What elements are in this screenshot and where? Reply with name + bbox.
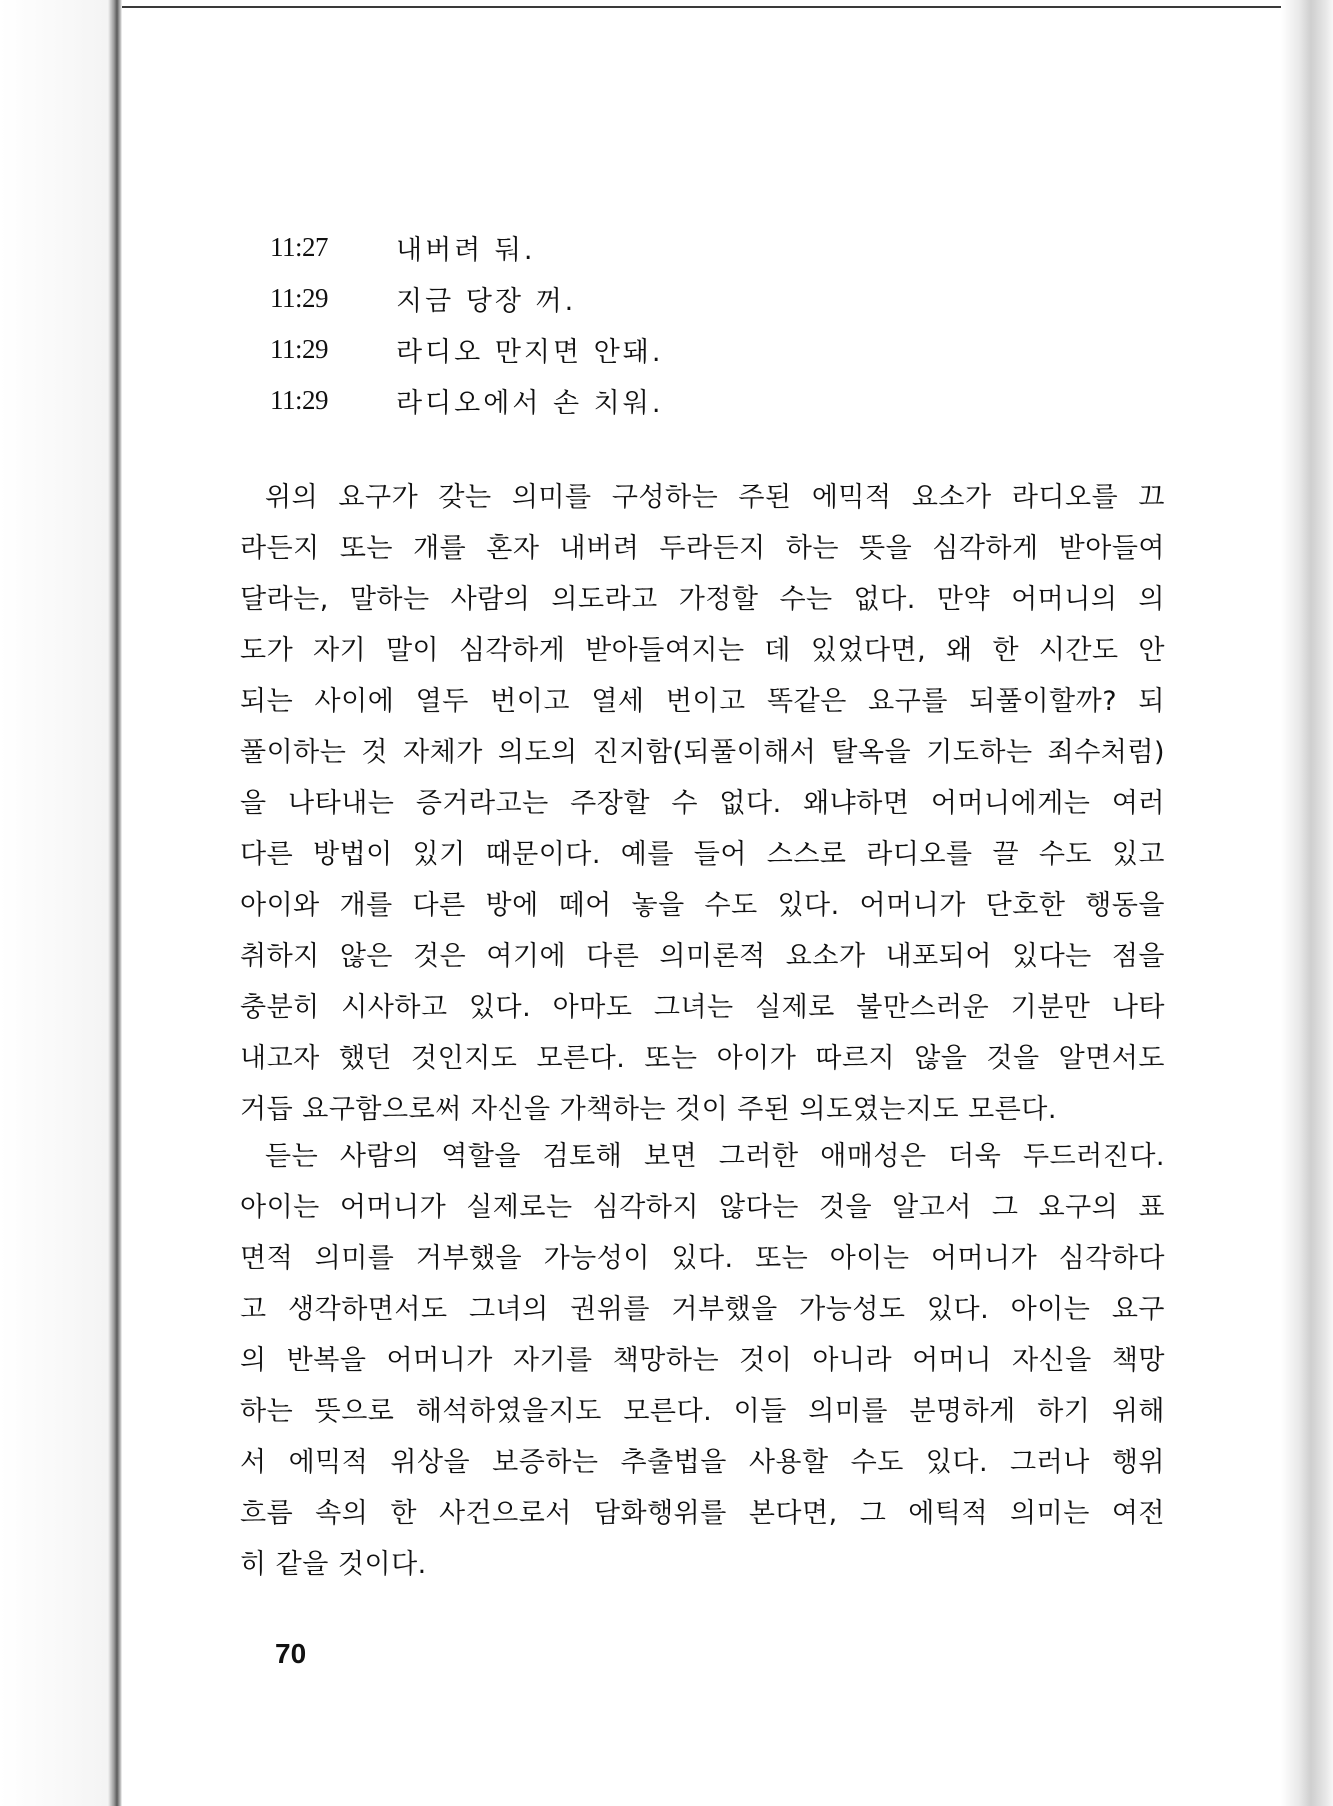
dialogue-line (270, 324, 970, 375)
paragraph-2 (240, 1131, 1165, 1590)
dialogue-time: 11:29 (270, 283, 328, 313)
paragraph-line: 되는 사이에 열두 번이고 열세 번이고 똑같은 요구를 되풀이할까? 되 (240, 686, 1165, 717)
dialogue-block (270, 222, 970, 426)
paragraph-line: 고 생각하면서도 그녀의 권위를 거부했을 가능성도 있다. 아이는 요구 (240, 1294, 1165, 1325)
paragraph-line: 풀이하는 것 자체가 의도의 진지함(되풀이해서 탈옥을 기도하는 죄수처럼) (240, 737, 1165, 768)
dialogue-time: 11:27 (270, 232, 328, 262)
paragraph-1 (240, 472, 1165, 1135)
paragraph-line: 거듭 요구함으로써 자신을 가책하는 것이 주된 의도였는지도 모른다. (240, 1094, 1057, 1125)
paragraph-line: 면적 의미를 거부했을 가능성이 있다. 또는 아이는 어머니가 심각하다 (240, 1243, 1165, 1274)
paragraph-line: 라든지 또는 개를 혼자 내버려 두라든지 하는 뜻을 심각하게 받아들여 (240, 533, 1165, 564)
paragraph-line: 흐름 속의 한 사건으로서 담화행위를 본다면, 그 에틱적 의미는 여전 (240, 1498, 1165, 1529)
paragraph-line: 듣는 사람의 역할을 검토해 보면 그러한 애매성은 더욱 두드러진다. (265, 1141, 1165, 1172)
page-stack-edge (1281, 0, 1333, 1806)
dialogue-line (270, 273, 970, 324)
paragraph-line: 의 반복을 어머니가 자기를 책망하는 것이 아니라 어머니 자신을 책망 (240, 1345, 1165, 1376)
paragraph-line: 을 나타내는 증거라고는 주장할 수 없다. 왜냐하면 어머니에게는 여러 (240, 788, 1165, 819)
dialogue-text: 지금 당장 꺼. (396, 286, 577, 317)
paragraph-line: 내고자 했던 것인지도 모른다. 또는 아이가 따르지 않을 것을 알면서도 (240, 1043, 1165, 1074)
paragraph-line: 취하지 않은 것은 여기에 다른 의미론적 요소가 내포되어 있다는 점을 (240, 941, 1165, 972)
paragraph-line: 하는 뜻으로 해석하였을지도 모른다. 이들 의미를 분명하게 하기 위해 (240, 1396, 1165, 1427)
paragraph-line: 충분히 시사하고 있다. 아마도 그녀는 실제로 불만스러운 기분만 나타 (240, 992, 1165, 1023)
dialogue-line (270, 375, 970, 426)
dialogue-text: 내버려 둬. (396, 235, 536, 266)
dialogue-time: 11:29 (270, 385, 328, 415)
page-number: 70 (275, 1638, 307, 1669)
dialogue-time: 11:29 (270, 334, 328, 364)
dialogue-text: 라디오에서 손 치워. (396, 388, 664, 419)
paragraph-line: 달라는, 말하는 사람의 의도라고 가정할 수는 없다. 만약 어머니의 의 (240, 584, 1165, 615)
dialogue-line (270, 222, 970, 273)
dialogue-text: 라디오 만지면 안돼. (396, 337, 664, 368)
paragraph-line: 도가 자기 말이 심각하게 받아들여지는 데 있었다면, 왜 한 시간도 안 (240, 635, 1165, 666)
paragraph-line: 아이는 어머니가 실제로는 심각하지 않다는 것을 알고서 그 요구의 표 (240, 1192, 1165, 1223)
book-binding-edge (0, 0, 122, 1806)
paragraph-line: 위의 요구가 갖는 의미를 구성하는 주된 에믹적 요소가 라디오를 끄 (265, 482, 1165, 513)
paragraph-line: 아이와 개를 다른 방에 떼어 놓을 수도 있다. 어머니가 단호한 행동을 (240, 890, 1165, 921)
paragraph-line: 서 에믹적 위상을 보증하는 추출법을 사용할 수도 있다. 그러나 행위 (240, 1447, 1165, 1478)
paragraph-line: 다른 방법이 있기 때문이다. 예를 들어 스스로 라디오를 끌 수도 있고 (240, 839, 1165, 870)
paragraph-line: 히 같을 것이다. (240, 1549, 427, 1580)
